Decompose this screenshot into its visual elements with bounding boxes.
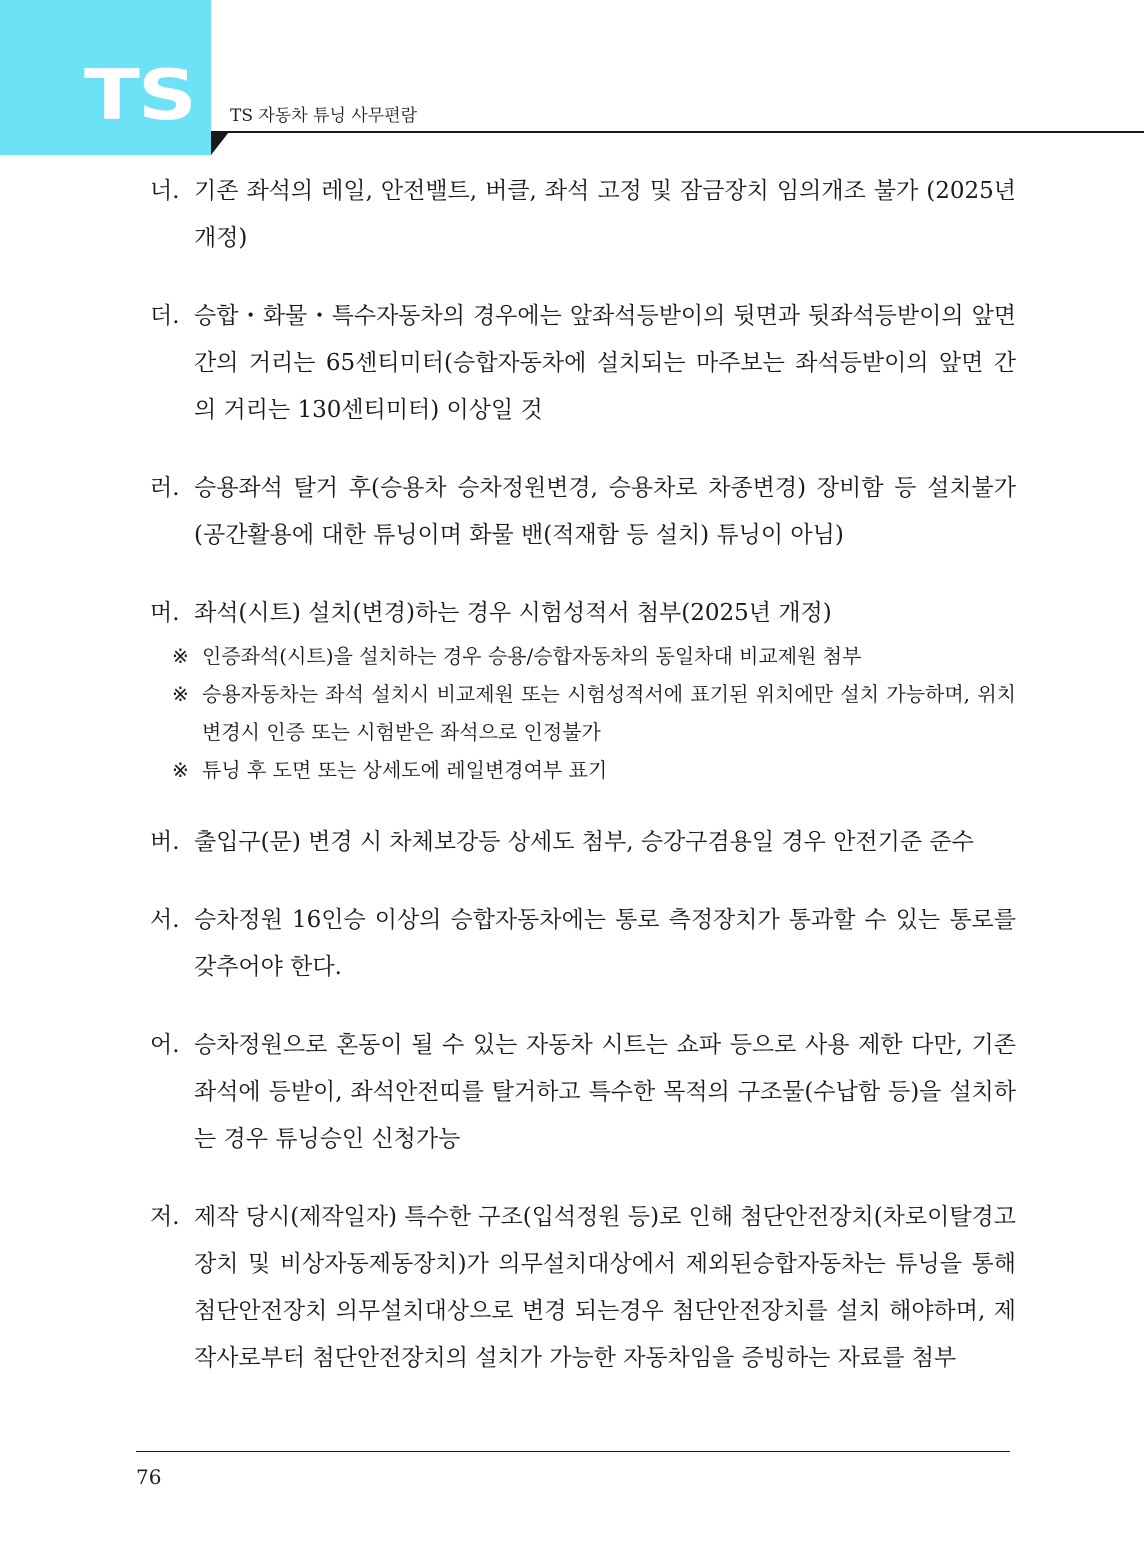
list-item-text: 승합・화물・특수자동차의 경우에는 앞좌석등받이의 뒷면과 뒷좌석등받이의 앞면간의 거리는 65센티미터(승합자동차에 설치되는 마주보는 좌석등받이의 앞면 간의 거리는 130센티미터) 이상일 것: [194, 303, 1016, 423]
note-text: 승용자동차는 좌석 설치시 비교제원 또는 시험성적서에 표기된 위치에만 설치 가능하며, 위치 변경시 인증 또는 시험받은 좌석으로 인정불가: [202, 682, 1016, 744]
note-text: 튜닝 후 도면 또는 상세도에 레일변경여부 표기: [202, 758, 608, 782]
list-item: [150, 1194, 1016, 1382]
list-item: [150, 590, 1016, 637]
list-item: [150, 293, 1016, 434]
list-item: [150, 819, 1016, 866]
note-item: [150, 751, 1016, 789]
footer-rule: [136, 1451, 1010, 1452]
list-item: [150, 897, 1016, 991]
reference-mark-icon: ※: [172, 644, 189, 668]
list-item-marker: 머.: [150, 600, 180, 626]
list-item-text: 좌석(시트) 설치(변경)하는 경우 시험성적서 첨부(2025년 개정): [194, 600, 832, 626]
list-item-marker: 버.: [150, 829, 180, 855]
header-title: TS 자동차 튜닝 사무편람: [230, 106, 417, 126]
list-item-text: 승차정원 16인승 이상의 승합자동차에는 통로 측정장치가 통과할 수 있는 통로를 갖추어야 한다.: [194, 907, 1016, 980]
list-item-marker: 러.: [150, 475, 180, 501]
page-content: [150, 168, 1016, 1413]
list-item-marker: 서.: [150, 907, 180, 933]
reference-mark-icon: ※: [172, 758, 189, 782]
note-item: [150, 675, 1016, 751]
ts-logo: TS: [84, 55, 195, 137]
note-item: [150, 637, 1016, 675]
list-item-text: 승차정원으로 혼동이 될 수 있는 자동차 시트는 쇼파 등으로 사용 제한 다만, 기존 좌석에 등받이, 좌석안전띠를 탈거하고 특수한 목적의 구조물(수납함 등)을 설치하는 경우 튜닝승인 신청가능: [194, 1032, 1016, 1152]
list-item-marker: 너.: [150, 178, 180, 204]
page-number: 76: [136, 1465, 162, 1489]
list-item: [150, 168, 1016, 262]
list-item-marker: 더.: [150, 303, 180, 329]
list-item-marker: 어.: [150, 1032, 180, 1058]
reference-mark-icon: ※: [172, 682, 189, 706]
list-item-marker: 저.: [150, 1204, 180, 1230]
list-item: [150, 1022, 1016, 1163]
header-rule: [211, 131, 1144, 133]
list-item-text: 기존 좌석의 레일, 안전밸트, 버클, 좌석 고정 및 잠금장치 임의개조 불가 (2025년 개정): [194, 178, 1016, 251]
note-text: 인증좌석(시트)을 설치하는 경우 승용/승합자동차의 동일차대 비교제원 첨부: [202, 644, 862, 668]
list-item-text: 출입구(문) 변경 시 차체보강등 상세도 첨부, 승강구겸용일 경우 안전기준 준수: [194, 829, 974, 855]
logo-notch-decoration: [211, 132, 229, 155]
list-item-text: 제작 당시(제작일자) 특수한 구조(입석정원 등)로 인해 첨단안전장치(차로이탈경고장치 및 비상자동제동장치)가 의무설치대상에서 제외된승합자동차는 튜닝을 통해 첨단안전장치 의무설치대상으로 변경 되는경우 첨단안전장치를 설치 해야하며, 제작사로부터 첨단안전장치의 설치가 가능한 자동차임을 증빙하는 자료를 첨부: [194, 1204, 1016, 1371]
list-item: [150, 465, 1016, 559]
list-item-text: 승용좌석 탈거 후(승용차 승차정원변경, 승용차로 차종변경) 장비함 등 설치불가(공간활용에 대한 튜닝이며 화물 밴(적재함 등 설치) 튜닝이 아님): [194, 475, 1016, 548]
notes-block: [150, 637, 1016, 789]
